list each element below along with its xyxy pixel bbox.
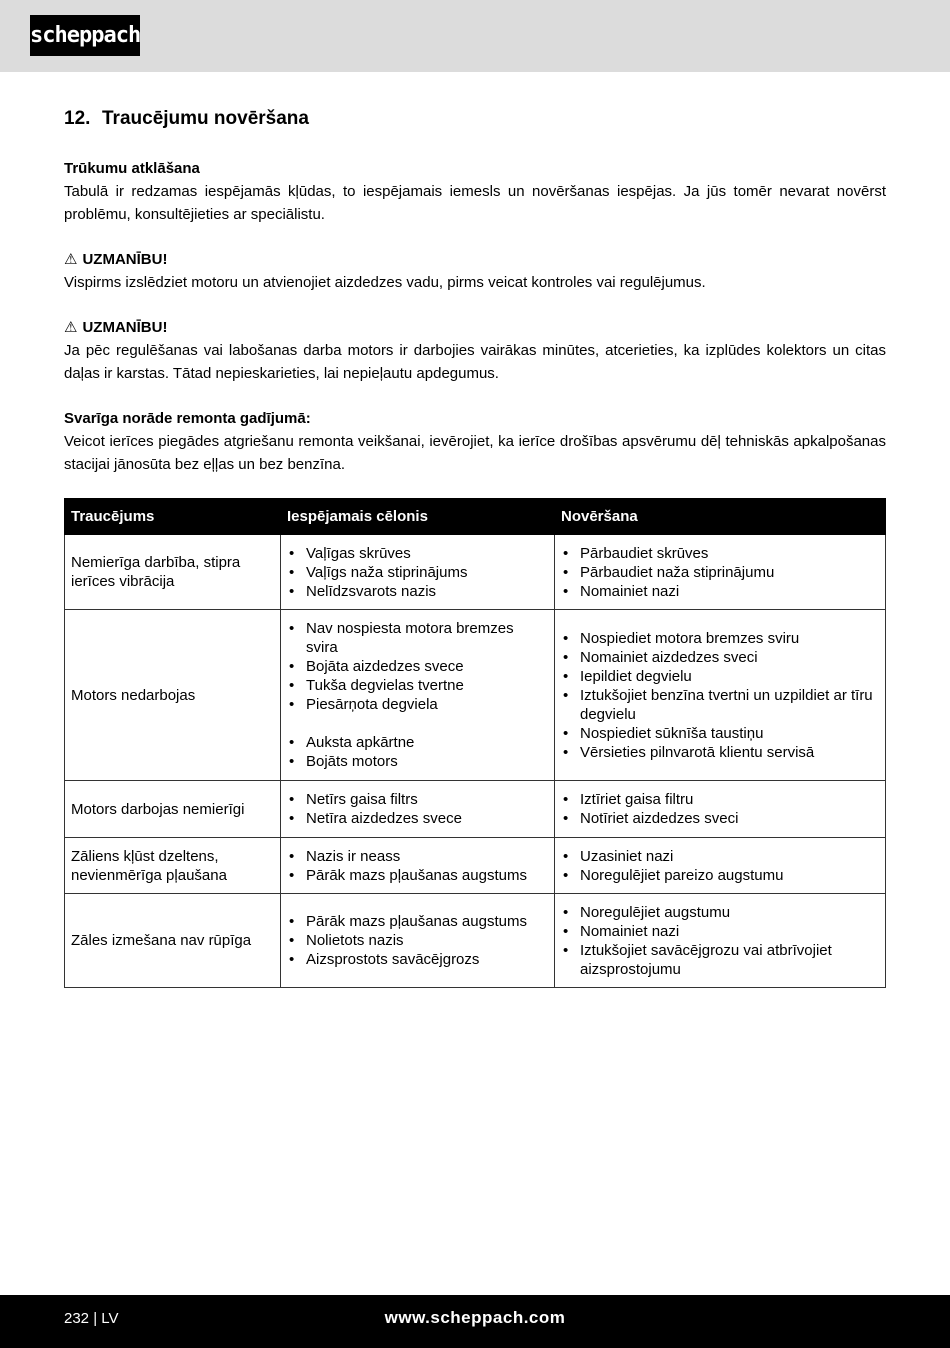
fault-cell: Motors nedarbojas [65,610,281,781]
remedy-item: • Nomainiet aizdedzes sveci [561,648,879,667]
section-number: 12. [64,108,91,129]
cause-item: • Vaļīgas skrūves [287,544,548,563]
repair-note-heading: Svarīga norāde remonta gadījumā: [64,410,311,427]
cause-item: • Nolietots nazis [287,931,548,950]
cause-item: • Pārāk mazs pļaušanas augstums [287,866,548,885]
warning-heading [64,316,886,339]
table-row [65,610,886,781]
warning-heading-text: UZMANĪBU! [82,319,168,336]
remedy-item: • Nospiediet motora bremzes sviru [561,629,879,648]
table-row [65,781,886,838]
cause-item: • Tukša degvielas tvertne [287,676,548,695]
cause-item: • Nelīdzsvarots nazis [287,582,548,601]
remedy-item: • Nomainiet nazi [561,582,879,601]
cause-cell [281,838,555,894]
cause-cell [281,610,555,781]
column-header-cause: Iespējamais cēlonis [281,499,555,535]
cause-item: • Pārāk mazs pļaušanas augstums [287,912,548,931]
bullet-list [561,544,879,601]
column-header-remedy: Novēršana [555,499,886,535]
scheppach-logo: scheppach [30,15,140,56]
remedy-item: • Pārbaudiet skrūves [561,544,879,563]
table-row [65,838,886,894]
bullet-list [287,790,548,828]
remedy-cell [555,838,886,894]
cause-cell [281,894,555,988]
remedy-item: • Nospiediet sūknīša taustiņu [561,724,879,743]
main-content [64,105,886,498]
remedy-item: • Iztīriet gaisa filtru [561,790,879,809]
remedy-cell [555,535,886,610]
remedy-item: • Nomainiet nazi [561,922,879,941]
section-title [64,105,886,133]
cause-item: • Bojāts motors [287,752,548,771]
remedy-item: • Uzasiniet nazi [561,847,879,866]
fault-cell: Motors darbojas nemierīgi [65,781,281,838]
detection-heading: Trūkumu atklāšana [64,160,200,177]
remedy-item: • Notīriet aizdedzes sveci [561,809,879,828]
remedy-cell [555,610,886,781]
remedy-item: • Iztukšojiet savācējgrozu vai atbrīvojiet aizsprostojumu [561,941,879,979]
bullet-list [561,903,879,979]
remedy-item: • Iztukšojiet benzīna tvertni un uzpildiet ar tīru degvielu [561,686,879,724]
table-header-row [65,499,886,535]
fault-cell: Zāliens kļūst dzeltens, nevienmērīga pļaušana [65,838,281,894]
cause-item: • Vaļīgs naža stiprinājums [287,563,548,582]
remedy-cell [555,781,886,838]
fault-cell: Nemierīga darbība, stipra ierīces vibrācija [65,535,281,610]
warning-icon: ⚠ [64,251,78,268]
page-footer [0,1295,950,1348]
cause-item: • Piesārņota degviela [287,695,548,714]
section-title-text: Traucējumu novēršana [102,108,309,129]
cause-item: • Netīrs gaisa filtrs [287,790,548,809]
troubleshooting-table [64,498,886,988]
remedy-item: • Noregulējiet pareizo augstumu [561,866,879,885]
remedy-item: • Vērsieties pilnvarotā klientu servisā [561,743,879,762]
warning-icon: ⚠ [64,319,78,336]
column-header-fault: Traucējums [65,499,281,535]
cause-item: • Nav nospiesta motora bremzes svira [287,619,548,657]
page-number: 232 | LV [64,1310,119,1327]
remedy-cell [555,894,886,988]
bullet-list [561,790,879,828]
website-url: www.scheppach.com [384,1308,566,1327]
table-row [65,894,886,988]
bullet-list [287,847,548,885]
bullet-list [287,544,548,601]
warning-heading-text: UZMANĪBU! [82,251,168,268]
warning-text: Vispirms izslēdziet motoru un atvienojiet aizdedzes vadu, pirms veicat kontroles vai regulējumus. [64,274,706,291]
warning-heading [64,248,886,271]
cause-item: • Netīra aizdedzes svece [287,809,548,828]
cause-cell [281,535,555,610]
bullet-list [287,619,548,771]
cause-item: • Auksta apkārtne [287,733,548,752]
cause-cell [281,781,555,838]
cause-item: • Nazis ir neass [287,847,548,866]
table-row [65,535,886,610]
remedy-item: • Iepildiet degvielu [561,667,879,686]
detection-text: Tabulā ir redzamas iespējamās kļūdas, to iespējamais iemesls un novēršanas iespējas. Ja jūs tomēr nevarat novērst problēmu, konsultējieties ar speciālistu. [64,183,886,223]
cause-item: • Bojāta aizdedzes svece [287,657,548,676]
remedy-item: • Pārbaudiet naža stiprinājumu [561,563,879,582]
bullet-list [561,629,879,762]
warning-text: Ja pēc regulēšanas vai labošanas darba motors ir darbojies vairākas minūtes, atcerieties, ka izplūdes kolektors un citas daļas ir karstas. Tātad nepieskarieties, lai nepieļautu apdegumus. [64,342,886,382]
bullet-list [561,847,879,885]
remedy-item: • Noregulējiet augstumu [561,903,879,922]
fault-cell: Zāles izmešana nav rūpīga [65,894,281,988]
page-header [0,0,950,72]
repair-note-text: Veicot ierīces piegādes atgriešanu remonta veikšanai, ievērojiet, ka ierīce drošības apsvērumu dēļ tehniskās apkalpošanas stacijai jānosūta bez eļļas un bez benzīna. [64,433,886,473]
cause-item: • Aizsprostots savācējgrozs [287,950,548,969]
list-spacer [287,714,548,733]
bullet-list [287,912,548,969]
